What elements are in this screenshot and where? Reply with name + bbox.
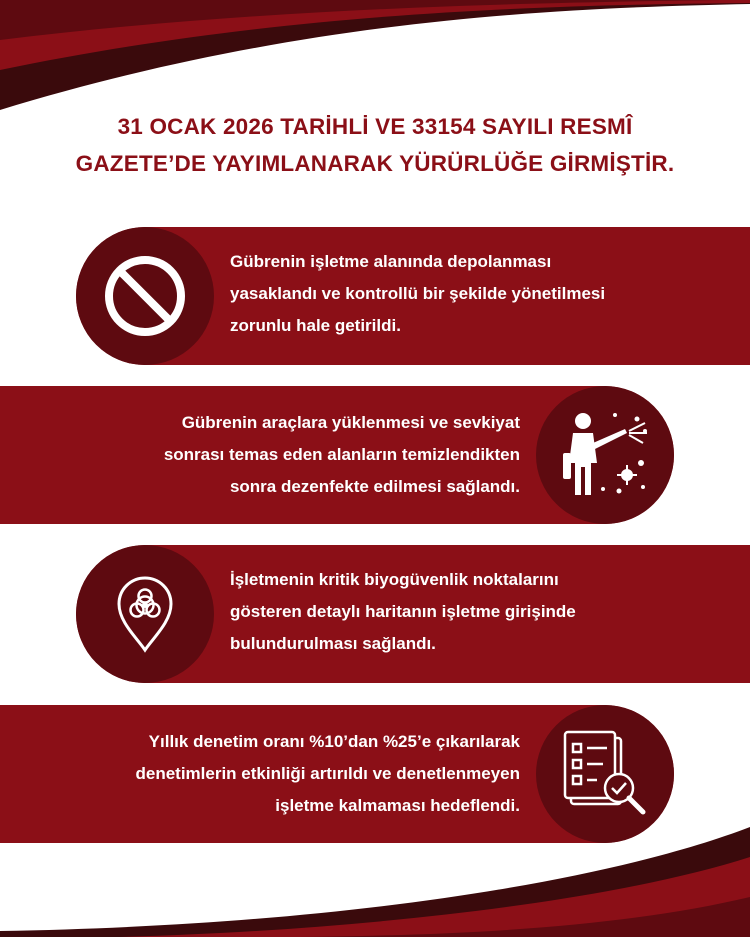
disinfection-worker-icon	[553, 403, 657, 507]
info-text-line: Gübrenin araçlara yüklenmesi ve sevkiyat	[181, 413, 520, 432]
info-text-line: zorunlu hale getirildi.	[230, 316, 401, 335]
info-text-line: bulundurulması sağlandı.	[230, 634, 436, 653]
prohibited-icon	[100, 251, 190, 341]
icon-circle	[76, 545, 214, 683]
info-text-line: Yıllık denetim oranı %10’dan %25’e çıkarılarak	[148, 732, 520, 751]
page-headline	[40, 108, 710, 182]
info-text-line: gösteren detaylı haritanın işletme girişinde	[230, 602, 576, 621]
headline-line-1: 31 OCAK 2026 TARİHLİ VE 33154 SAYILI RESMÎ	[117, 114, 633, 139]
headline-line-2: GAZETE’DE YAYIMLANARAK YÜRÜRLÜĞE GİRMİŞTİR.	[75, 151, 675, 176]
info-band-biosecurity-map	[76, 545, 750, 683]
info-text-line: İşletmenin kritik biyogüvenlik noktalarını	[230, 570, 559, 589]
info-text-line: yasaklandı ve kontrollü bir şekilde yönetilmesi	[230, 284, 606, 303]
icon-circle	[76, 227, 214, 365]
info-text-line: sonra dezenfekte edilmesi sağlandı.	[229, 477, 520, 496]
top-wave-decoration	[0, 0, 750, 110]
biohazard-location-icon	[103, 572, 187, 656]
info-text	[164, 407, 520, 503]
bottom-wave-decoration	[0, 807, 750, 937]
info-band-storage-ban	[76, 227, 750, 365]
info-text-line: denetimlerin etkinliği artırıldı ve denetlenmeyen	[135, 764, 520, 783]
info-band-disinfection	[0, 386, 674, 524]
info-text-line: Gübrenin işletme alanında depolanması	[230, 252, 552, 271]
info-text	[230, 246, 605, 342]
info-text	[230, 564, 576, 660]
icon-circle	[536, 386, 674, 524]
info-text-line: sonrası temas eden alanların temizlendikten	[163, 445, 520, 464]
info-text-line: işletme kalmaması hedeflendi.	[275, 796, 520, 815]
